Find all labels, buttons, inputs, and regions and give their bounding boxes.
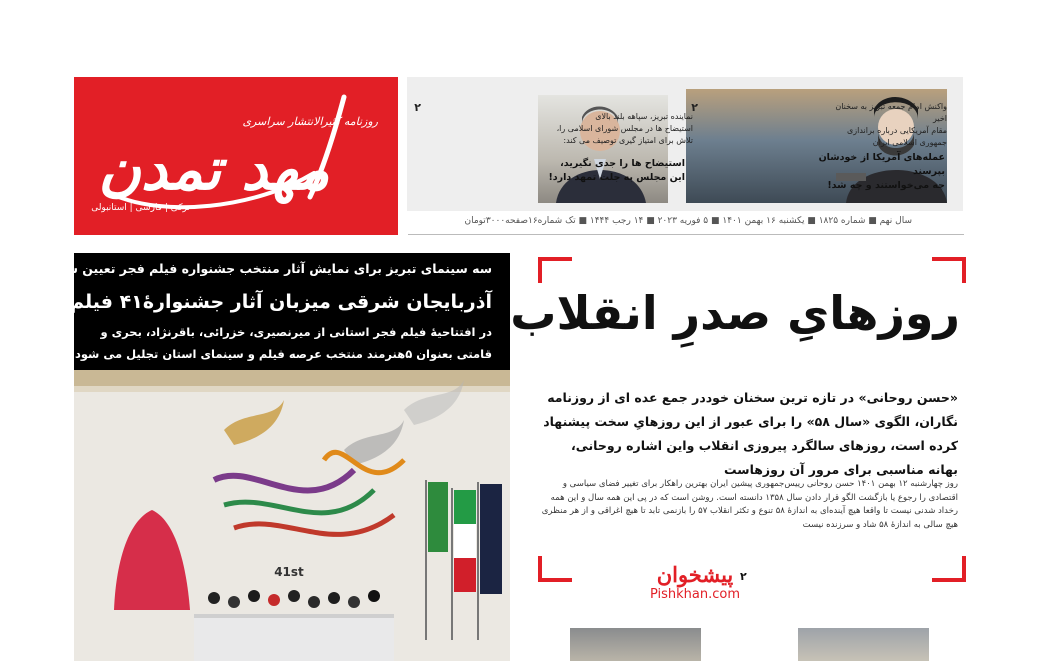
- logo-text: مهد تمدن: [98, 135, 330, 203]
- corner-bracket: [932, 257, 966, 283]
- left-story-kicker: سه سینمای تبریز برای نمایش آثار منتخب جشنواره فیلم فجر تعیین شد: [58, 261, 492, 276]
- masthead: [74, 77, 398, 235]
- left-story-summary: در افتتاحیۀ فیلم فجر استانی از میرنصیری، خزرائی، باقرنژاد، بحری و قامتی بعنوان ۵هنرمند منتخب عرصه فیلم و سینمای استان تجلیل می شود: [74, 325, 492, 361]
- teaser1-page-number: ۲: [691, 101, 698, 114]
- main-page-number: ۲: [740, 570, 747, 583]
- corner-bracket: [538, 257, 572, 283]
- teaser1-headline[interactable]: [785, 151, 945, 193]
- teaser2-headline-line: این مجلس به‌ جلت تمهد دارد!: [548, 172, 685, 183]
- masthead-tagline: روزنامه کثیرالانتشار سراسری: [242, 115, 378, 128]
- pishkhan-url: Pishkhan.com: [649, 587, 741, 602]
- left-story-headline[interactable]: آذربایجان شرقی میزبان آثار جشنوارۀ۴۱ فیلم فجر: [25, 291, 492, 313]
- main-body: روز چهارشنبه ۱۲ بهمن ۱۴۰۱ حسن روحانی رییس‌جمهوری پیشین ایران بهترین راهکار برای تغییر فضای سیاسی و اقتصادی را رجوع یا بازگشت الگو قرار دادن سال ۱۳۵۸ دانسته است. روشن است که در پی این همه سال و این همه رخداد شدنی نیست تا واقعا هیچ آینده‌ای به اندازۀ ۵۸ تنوع و تکثر انقلاب ۵۷ را بازنمی تابد تا هیچ اغراقی و از هر منظری هیچ سالی به اندازۀ ۵۸ شاد و سرزنده نیست: [541, 479, 958, 530]
- corner-bracket: [538, 556, 572, 582]
- teaser2-page-number: ۲: [414, 101, 421, 114]
- teaser1-intro-line: جمهوری اسلامی ایران: [872, 138, 947, 147]
- main-headline[interactable]: روزهایِ صدرِ انقلاب: [510, 286, 960, 340]
- left-story[interactable]: [25, 253, 510, 661]
- teaser-strip: [407, 77, 963, 211]
- teaser2-intro-line: استیضاح ها در مجلس شورای اسلامی را،: [556, 124, 693, 133]
- teaser2-intro-line: نماینده تبریز، سپاهه بلند بالای: [595, 112, 693, 121]
- main-lede: «حسن روحانی» در تازه ترین سخنان خوددر جمع عده ای از روزنامه نگاران، الگوی «سال ۵۸» را برای عبور از این روزهایِ سخت پیشنهاد کرده است، روزهای سالگرد پیروزی انقلاب واین اشاره روحانی، بهانه مناسبی برای مرور آن روزهاست: [543, 390, 958, 477]
- teaser1-intro-line: مقام آمریکایی درباره براندازی: [846, 126, 947, 135]
- teaser2-intro-line: تلاش برای امتیاز گیری توصیف می کند:: [563, 136, 693, 145]
- bottom-thumbnail[interactable]: [570, 628, 701, 661]
- teaser2-headline[interactable]: [545, 157, 685, 185]
- corner-bracket: [932, 556, 966, 582]
- teaser1-headline-line: عمله‌های آمریکا از خودشان بپرسند: [818, 152, 945, 177]
- teaser1-intro-line: واکنش امام جمعه تبریز به سخنان اخیر: [835, 102, 947, 123]
- teaser2-intro: [553, 111, 693, 147]
- photo-41st-text: 41st: [274, 565, 304, 579]
- pishkhan-logo: پیشخوان: [656, 562, 734, 587]
- masthead-languages: ترکی | فارسی | استانبولی: [91, 203, 190, 213]
- teaser1-headline-line: چه می‌خواستند و چه شد!: [827, 180, 945, 191]
- teaser2-headline-line: استیضاح ها را جدی نگیرید،: [560, 158, 685, 169]
- bottom-thumbnail[interactable]: [798, 628, 929, 661]
- dateline: سال نهم ■ شماره ۱۸۲۵ ■ یکشنبه ۱۶ بهمن ۱۴۰۱ ■ ۵ فوریه ۲۰۲۳ ■ ۱۴ رجب ۱۴۴۴ ■ تک شماره۱۶صفحه۳۰۰۰تومان: [464, 216, 912, 226]
- pishkhan-watermark: [636, 563, 754, 603]
- festival-photo[interactable]: [74, 370, 510, 661]
- teaser1-intro: [827, 101, 947, 149]
- divider: [408, 234, 964, 235]
